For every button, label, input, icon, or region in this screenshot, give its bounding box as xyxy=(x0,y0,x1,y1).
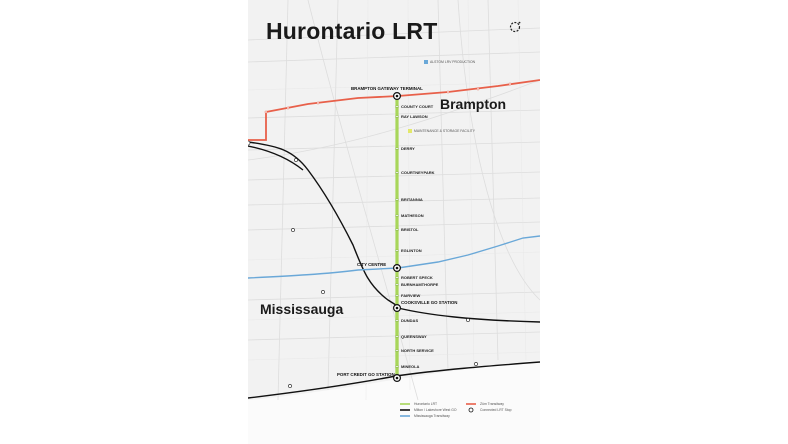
legend-label-go: Milton / Lakeshore West GO xyxy=(414,408,457,412)
stop-label: BRISTOL xyxy=(401,227,419,232)
stop-label: FAIRVIEW xyxy=(401,293,421,298)
city-label-mississauga: Mississauga xyxy=(260,301,344,317)
terminal-port-credit: PORT CREDIT GO STATION xyxy=(337,372,395,377)
legend-label-connected: Connected LRT Stop xyxy=(480,408,512,412)
legend-label-zum: Züm Transitway xyxy=(480,402,504,406)
stop-label: COUNTY COURT xyxy=(401,104,434,109)
stop-label: BURNHAMTHORPE xyxy=(401,282,439,287)
maintenance-swatch xyxy=(408,129,412,133)
stop-label: ROBERT SPECK xyxy=(401,275,433,280)
stop-label: NORTH SERVICE xyxy=(401,348,434,353)
alstom-callout: ALSTOM LRV PRODUCTION xyxy=(430,60,476,64)
stop-label: MINEOLA xyxy=(401,364,420,369)
terminal-brampton-gateway: BRAMPTON GATEWAY TERMINAL xyxy=(351,86,423,91)
stop-label: COURTNEYPARK xyxy=(401,170,435,175)
map-title: Hurontario LRT xyxy=(266,18,438,44)
legend-label-hurontario: Hurontario LRT xyxy=(414,402,438,406)
stop-label: DUNDAS xyxy=(401,318,419,323)
map-panel xyxy=(248,0,540,444)
terminal-cooksville: COOKSVILLE GO STATION xyxy=(401,300,458,305)
alstom-swatch xyxy=(424,60,428,64)
map-canvas xyxy=(248,0,540,444)
station-ring-icon xyxy=(394,305,401,312)
compass-icon xyxy=(509,21,521,33)
stop-label: RAY LAWSON xyxy=(401,114,428,119)
stop-label: MATHESON xyxy=(401,213,424,218)
stop-label: BRITANNIA xyxy=(401,197,423,202)
maintenance-callout: MAINTENANCE & STORAGE FACILITY xyxy=(414,129,475,133)
stop-label: EGLINTON xyxy=(401,248,422,253)
terminal-city-centre: CITY CENTRE xyxy=(357,262,387,267)
legend-label-transitway: Mississauga Transitway xyxy=(414,414,450,418)
stop-label: DERRY xyxy=(401,146,415,151)
stop-label: QUEENSWAY xyxy=(401,334,427,339)
station-ring-icon xyxy=(394,93,401,100)
station-ring-icon xyxy=(394,265,401,272)
city-label-brampton: Brampton xyxy=(440,96,507,112)
